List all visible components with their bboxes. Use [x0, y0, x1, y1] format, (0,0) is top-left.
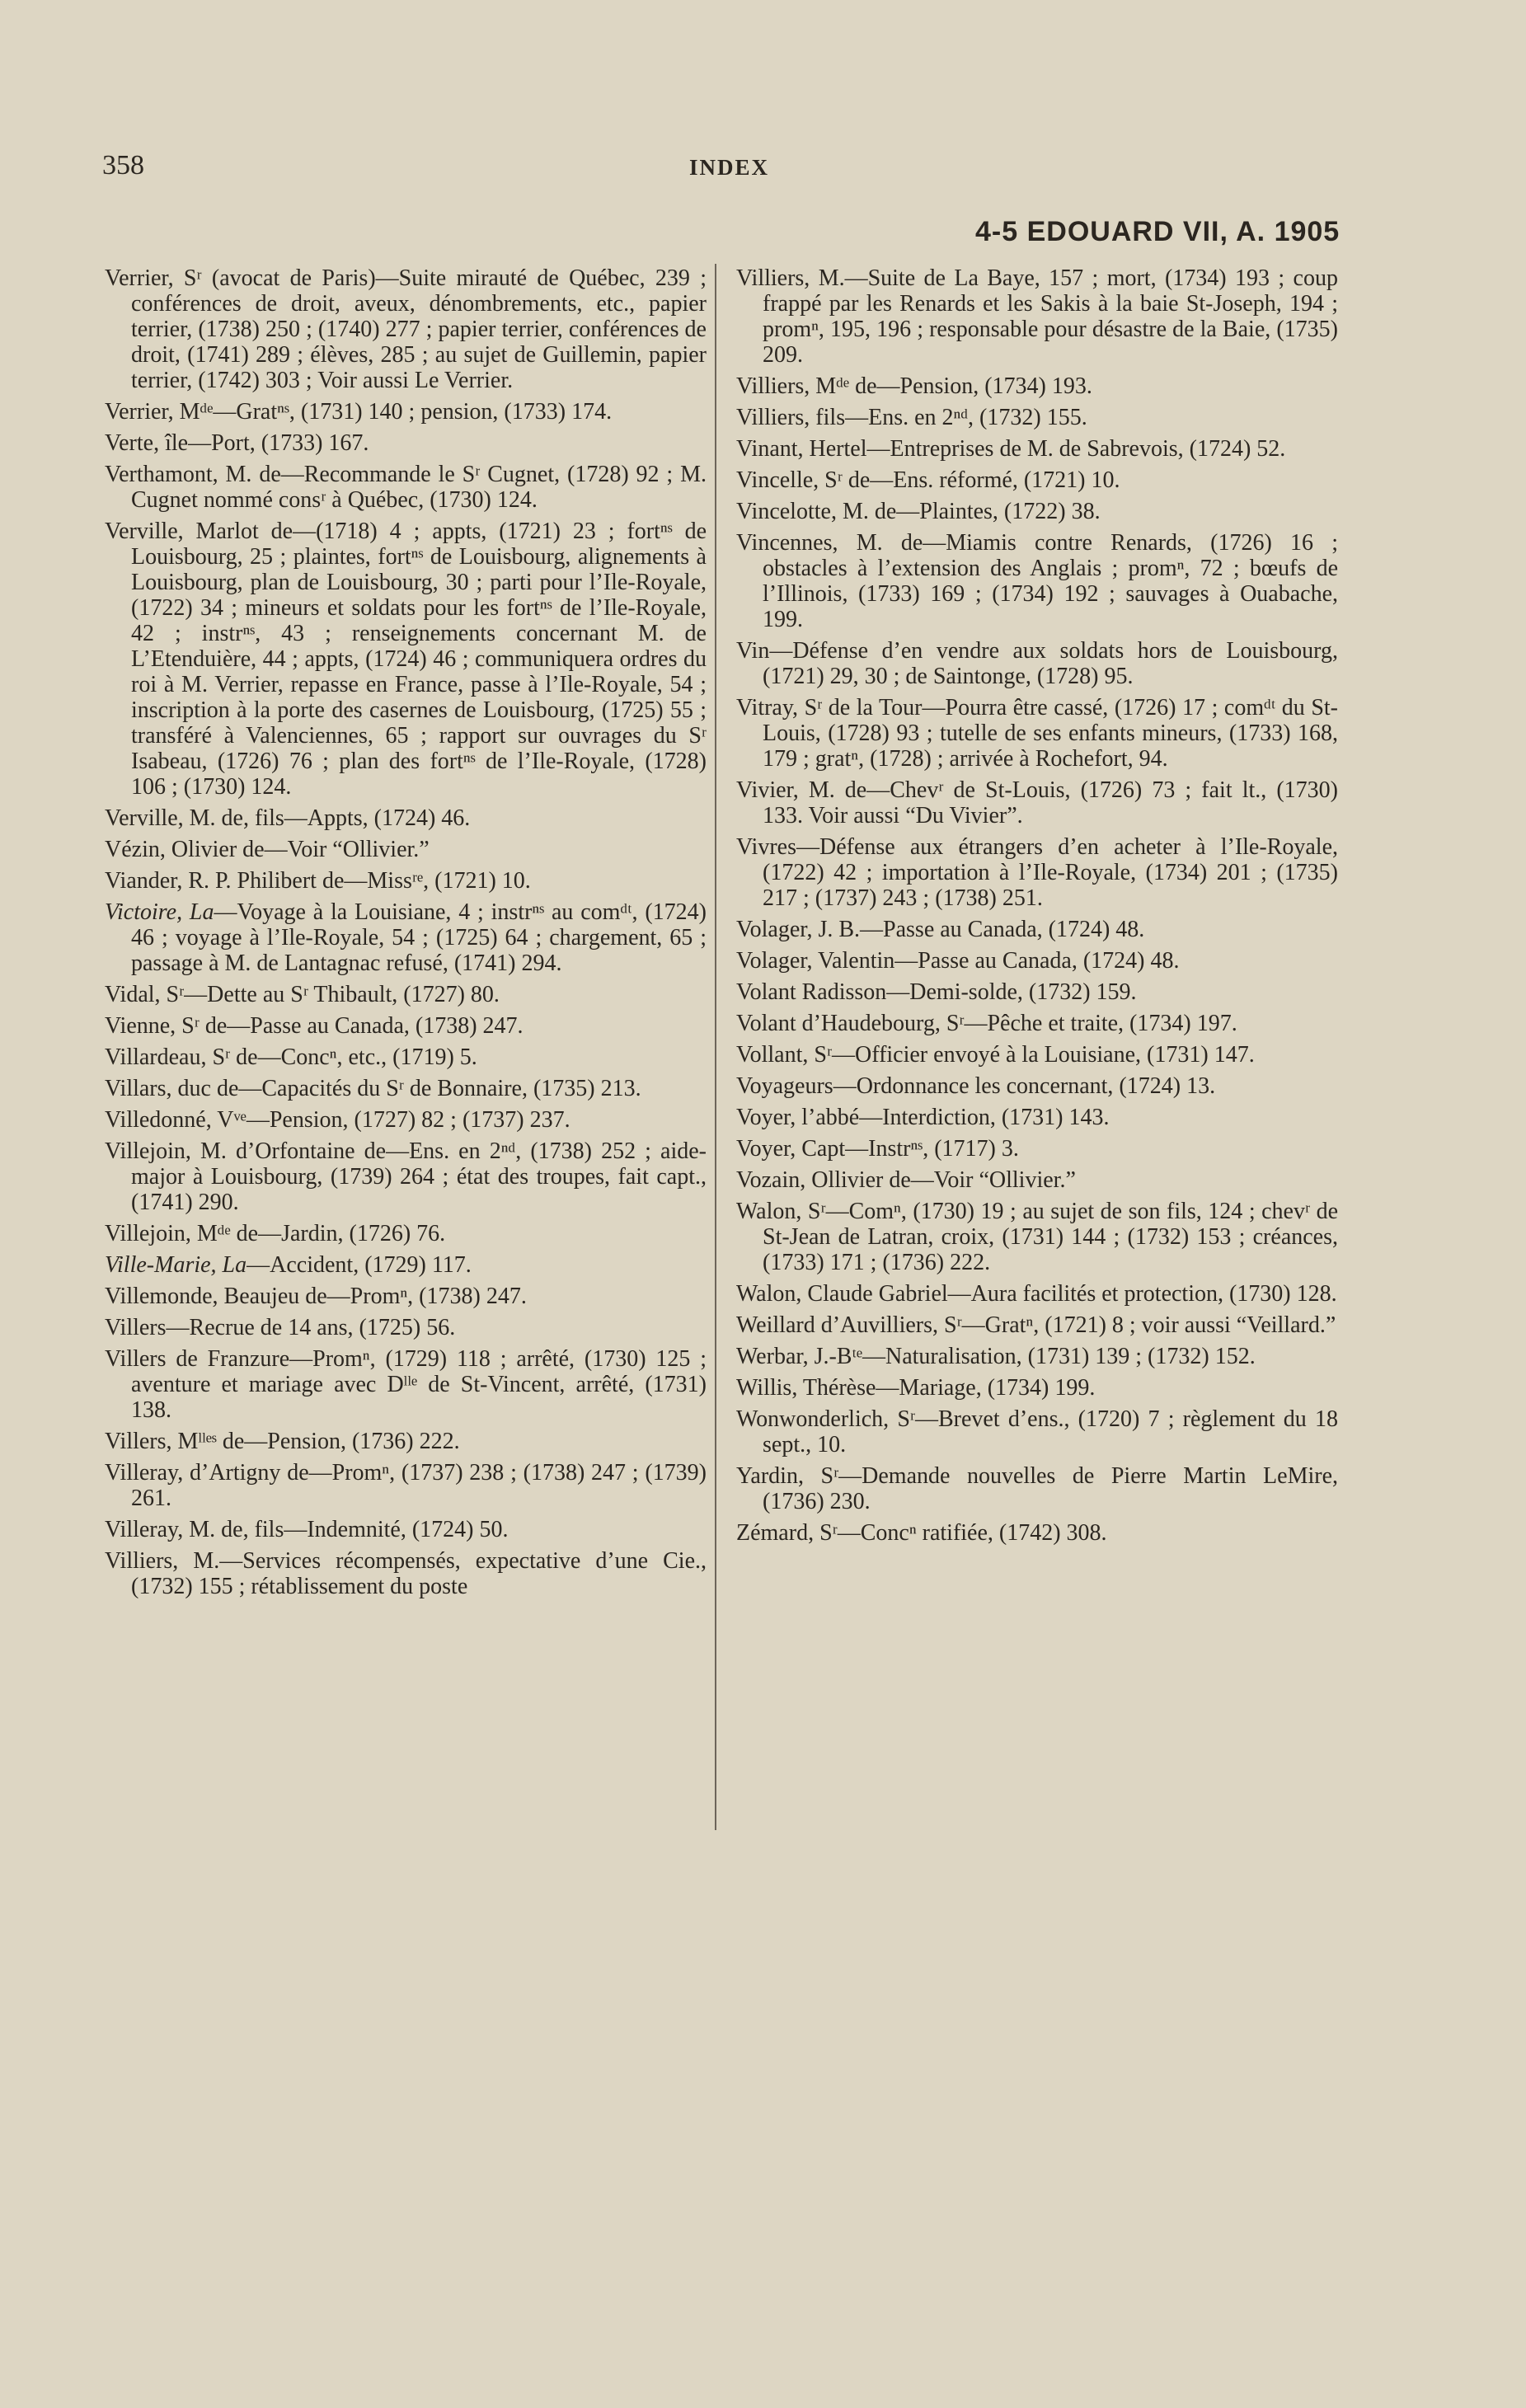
index-entry — [736, 1167, 1338, 1193]
left-index-column — [105, 265, 707, 1605]
index-entry — [736, 1105, 1338, 1130]
index-entry — [736, 436, 1338, 462]
index-entry-text: Werbar, J.-Bᵗᵉ—Naturalisation, (1731) 139 ; (1732) 152. — [736, 1344, 1256, 1369]
index-entry — [105, 1044, 707, 1070]
index-entry-text: Verrier, Mᵈᵉ—Gratⁿˢ, (1731) 140 ; pension, (1733) 174. — [105, 399, 613, 425]
index-entry-text: Villers de Franzure—Promⁿ, (1729) 118 ; arrêté, (1730) 125 ; aventure et mariage avec Dˡˡᵉ de St-Vincent, arrêté, (1731) 138. — [105, 1346, 707, 1423]
index-entry-text: Vienne, Sʳ de—Passe au Canada, (1738) 247. — [105, 1013, 524, 1039]
index-entry-headword: Victoire, La — [105, 899, 214, 925]
index-entry-text: Verville, M. de, fils—Appts, (1724) 46. — [105, 805, 471, 831]
index-entry — [105, 1548, 707, 1599]
index-entry-text: Vitray, Sʳ de la Tour—Pourra être cassé, (1726) 17 ; comᵈᵗ du St-Louis, (1728) 93 ; tutelle de ses enfants mineurs, (1733) 168, 179 ; gratⁿ, (1728) ; arrivée à Rochefort, 94. — [736, 695, 1338, 772]
index-entry-text: —Accident, (1729) 117. — [247, 1252, 472, 1278]
index-entry — [105, 1284, 707, 1309]
index-entry-text: Vivier, M. de—Chevʳ de St-Louis, (1726) 73 ; fait lt., (1730) 133. Voir aussi “Du Vivier”. — [736, 777, 1338, 828]
index-entry-text: Vincennes, M. de—Miamis contre Renards, (1726) 16 ; obstacles à l’extension des Anglais ; promⁿ, 72 ; bœufs de l’Illinois, (1733) 169 ; (1734) 192 ; sauvages à Ouabache, 199. — [736, 530, 1338, 632]
index-entry — [105, 1076, 707, 1101]
index-entry — [736, 467, 1338, 493]
index-entry-text: —Voyage à la Louisiane, 4 ; instrⁿˢ au comᵈᵗ, (1724) 46 ; voyage à l’Ile-Royale, 54 ; (1725) 64 ; chargement, 65 ; passage à M. de Lantagnac refusé, (1741) 294. — [131, 899, 707, 976]
index-entry — [105, 1138, 707, 1215]
index-entry — [736, 1406, 1338, 1457]
index-entry-text: Zémard, Sʳ—Concⁿ ratifiée, (1742) 308. — [736, 1520, 1107, 1546]
index-entry-text: Villers, Mˡˡᵉˢ de—Pension, (1736) 222. — [105, 1429, 460, 1454]
column-divider — [715, 264, 716, 1830]
index-entry — [736, 979, 1338, 1005]
index-entry-text: Walon, Claude Gabriel—Aura facilités et protection, (1730) 128. — [736, 1281, 1337, 1307]
index-entry — [105, 868, 707, 894]
index-entry — [105, 519, 707, 800]
index-entry — [736, 834, 1338, 911]
index-entry — [105, 1315, 707, 1340]
index-entry-text: Villeray, M. de, fils—Indemnité, (1724) 50. — [105, 1517, 509, 1542]
index-entry — [105, 1517, 707, 1542]
index-entry-text: Volager, J. B.—Passe au Canada, (1724) 48. — [736, 917, 1145, 942]
index-entry-text: Vincelle, Sʳ de—Ens. réformé, (1721) 10. — [736, 467, 1120, 493]
index-entry-text: Wonwonderlich, Sʳ—Brevet d’ens., (1720) 7 ; règlement du 18 sept., 10. — [736, 1406, 1338, 1457]
index-entry-text: Villers—Recrue de 14 ans, (1725) 56. — [105, 1315, 456, 1340]
index-entry — [105, 399, 707, 425]
index-entry — [105, 265, 707, 393]
index-entry — [105, 430, 707, 456]
index-entry — [736, 265, 1338, 368]
index-entry-text: Villejoin, M. d’Orfontaine de—Ens. en 2ⁿᵈ, (1738) 252 ; aide-major à Louisbourg, (1739) 264 ; état des troupes, fait capt., (1741) 290. — [105, 1138, 707, 1215]
index-entry — [105, 1221, 707, 1246]
index-entry — [736, 1199, 1338, 1275]
index-entry — [736, 530, 1338, 632]
index-entry — [105, 1429, 707, 1454]
index-entry-text: Voyer, l’abbé—Interdiction, (1731) 143. — [736, 1105, 1110, 1130]
index-entry — [736, 638, 1338, 689]
index-entry — [736, 1344, 1338, 1369]
index-entry-text: Vinant, Hertel—Entreprises de M. de Sabrevois, (1724) 52. — [736, 436, 1286, 462]
index-entry-text: Villemonde, Beaujeu de—Promⁿ, (1738) 247. — [105, 1284, 527, 1309]
index-entry — [105, 1013, 707, 1039]
index-entry — [736, 1312, 1338, 1338]
index-entry-text: Villars, duc de—Capacités du Sʳ de Bonnaire, (1735) 213. — [105, 1076, 641, 1101]
index-entry — [105, 1252, 707, 1278]
index-entry — [736, 1375, 1338, 1401]
index-entry-text: Verrier, Sʳ (avocat de Paris)—Suite mirauté de Québec, 239 ; conférences de droit, aveux, dénombrements, etc., papier terrier, (1738) 250 ; (1740) 277 ; papier terrier, conférences de droit, (1741) 289 ; élèves, 285 ; au sujet de Guillemin, papier terrier, (1742) 303 ; Voir aussi Le Verrier. — [105, 265, 707, 393]
index-entry-text: Villiers, M.—Services récompensés, expectative d’une Cie., (1732) 155 ; rétablissement du poste — [105, 1548, 707, 1599]
index-entry — [105, 1107, 707, 1133]
index-entry-text: Villejoin, Mᵈᵉ de—Jardin, (1726) 76. — [105, 1221, 446, 1246]
index-entry — [736, 917, 1338, 942]
index-entry-text: Volant Radisson—Demi-solde, (1732) 159. — [736, 979, 1137, 1005]
index-entry-text: Volant d’Haudebourg, Sʳ—Pêche et traite, (1734) 197. — [736, 1011, 1237, 1036]
page-number: 358 — [102, 150, 144, 181]
index-entry — [105, 805, 707, 831]
index-entry-text: Vidal, Sʳ—Dette au Sʳ Thibault, (1727) 80. — [105, 982, 500, 1007]
index-entry-text: Vozain, Ollivier de—Voir “Ollivier.” — [736, 1167, 1076, 1193]
index-entry — [736, 695, 1338, 772]
index-entry-text: Willis, Thérèse—Mariage, (1734) 199. — [736, 1375, 1096, 1401]
index-entry-text: Villiers, fils—Ens. en 2ⁿᵈ, (1732) 155. — [736, 405, 1087, 430]
index-entry-text: Verte, île—Port, (1733) 167. — [105, 430, 369, 456]
index-entry-text: Villedonné, Vᵛᵉ—Pension, (1727) 82 ; (1737) 237. — [105, 1107, 570, 1133]
index-entry — [105, 1346, 707, 1423]
index-entry — [736, 405, 1338, 430]
index-entry — [736, 1281, 1338, 1307]
index-entry — [105, 899, 707, 976]
index-entry-text: Villardeau, Sʳ de—Concⁿ, etc., (1719) 5. — [105, 1044, 477, 1070]
index-entry-text: Walon, Sʳ—Comⁿ, (1730) 19 ; au sujet de son fils, 124 ; chevʳ de St-Jean de Latran, croix, (1731) 144 ; (1732) 153 ; créances, (1733) 171 ; (1736) 222. — [736, 1199, 1338, 1275]
index-entry-text: Volager, Valentin—Passe au Canada, (1724) 48. — [736, 948, 1180, 974]
index-entry-text: Vivres—Défense aux étrangers d’en acheter à l’Ile-Royale, (1722) 42 ; importation à l’Ile-Royale, (1734) 201 ; (1735) 217 ; (1737) 243 ; (1738) 251. — [736, 834, 1338, 911]
index-entry — [736, 499, 1338, 524]
index-entry-text: Viander, R. P. Philibert de—Missʳᵉ, (1721) 10. — [105, 868, 531, 894]
index-entry — [736, 1042, 1338, 1068]
index-entry — [736, 1520, 1338, 1546]
index-entry-headword: Ville-Marie, La — [105, 1252, 247, 1278]
index-entry — [736, 948, 1338, 974]
index-entry-text: Voyer, Capt—Instrⁿˢ, (1717) 3. — [736, 1136, 1019, 1162]
index-entry-text: Villeray, d’Artigny de—Promⁿ, (1737) 238 ; (1738) 247 ; (1739) 261. — [105, 1460, 707, 1511]
index-entry — [736, 1011, 1338, 1036]
index-entry — [105, 1460, 707, 1511]
edition-label: 4-5 EDOUARD VII, A. 1905 — [975, 216, 1341, 247]
index-entry — [736, 1463, 1338, 1514]
index-entry-text: Weillard d’Auvilliers, Sʳ—Gratⁿ, (1721) 8 ; voir aussi “Veillard.” — [736, 1312, 1336, 1338]
index-entry-text: Vézin, Olivier de—Voir “Ollivier.” — [105, 837, 430, 862]
index-entry-text: Villiers, Mᵈᵉ de—Pension, (1734) 193. — [736, 373, 1092, 399]
index-entry-text: Vollant, Sʳ—Officier envoyé à la Louisiane, (1731) 147. — [736, 1042, 1255, 1068]
index-entry-text: Verville, Marlot de—(1718) 4 ; appts, (1721) 23 ; fortⁿˢ de Louisbourg, 25 ; plaintes, fortⁿˢ de Louisbourg, alignements à Louisbourg, plan de Louisbourg, 30 ; parti pour l’Ile-Royale, (1722) 34 ; mineurs et soldats pour les fortⁿˢ de l’Ile-Royale, 42 ; instrⁿˢ, 43 ; renseignements concernant M. de L’Etenduière, 44 ; appts, (1724) 46 ; communiquera ordres du roi à M. Verrier, repasse en France, passe à l’Ile-Royale, 54 ; inscription à la porte des casernes de Louisbourg, (1725) 55 ; transféré à Valenciennes, 65 ; rapport sur ouvrages du Sʳ Isabeau, (1726) 76 ; plan des fortⁿˢ de l’Ile-Royale, (1728) 106 ; (1730) 124. — [105, 519, 707, 800]
index-entry — [105, 837, 707, 862]
running-head: INDEX — [689, 155, 770, 180]
index-entry-text: Vin—Défense d’en vendre aux soldats hors de Louisbourg, (1721) 29, 30 ; de Saintonge, (1728) 95. — [736, 638, 1338, 689]
index-entry — [736, 777, 1338, 828]
index-entry — [736, 1136, 1338, 1162]
index-entry — [736, 373, 1338, 399]
right-index-column — [736, 265, 1338, 1551]
index-entry-text: Voyageurs—Ordonnance les concernant, (1724) 13. — [736, 1073, 1216, 1099]
index-entry — [736, 1073, 1338, 1099]
index-entry-text: Vincelotte, M. de—Plaintes, (1722) 38. — [736, 499, 1101, 524]
index-entry-text: Yardin, Sʳ—Demande nouvelles de Pierre Martin LeMire, (1736) 230. — [736, 1463, 1338, 1514]
index-entry-text: Villiers, M.—Suite de La Baye, 157 ; mort, (1734) 193 ; coup frappé par les Renards et les Sakis à la baie St-Joseph, 194 ; promⁿ, 195, 196 ; responsable pour désastre de la Baie, (1735) 209. — [736, 265, 1338, 368]
index-entry — [105, 462, 707, 513]
index-entry — [105, 982, 707, 1007]
index-entry-text: Verthamont, M. de—Recommande le Sʳ Cugnet, (1728) 92 ; M. Cugnet nommé consʳ à Québec, (1730) 124. — [105, 462, 707, 513]
